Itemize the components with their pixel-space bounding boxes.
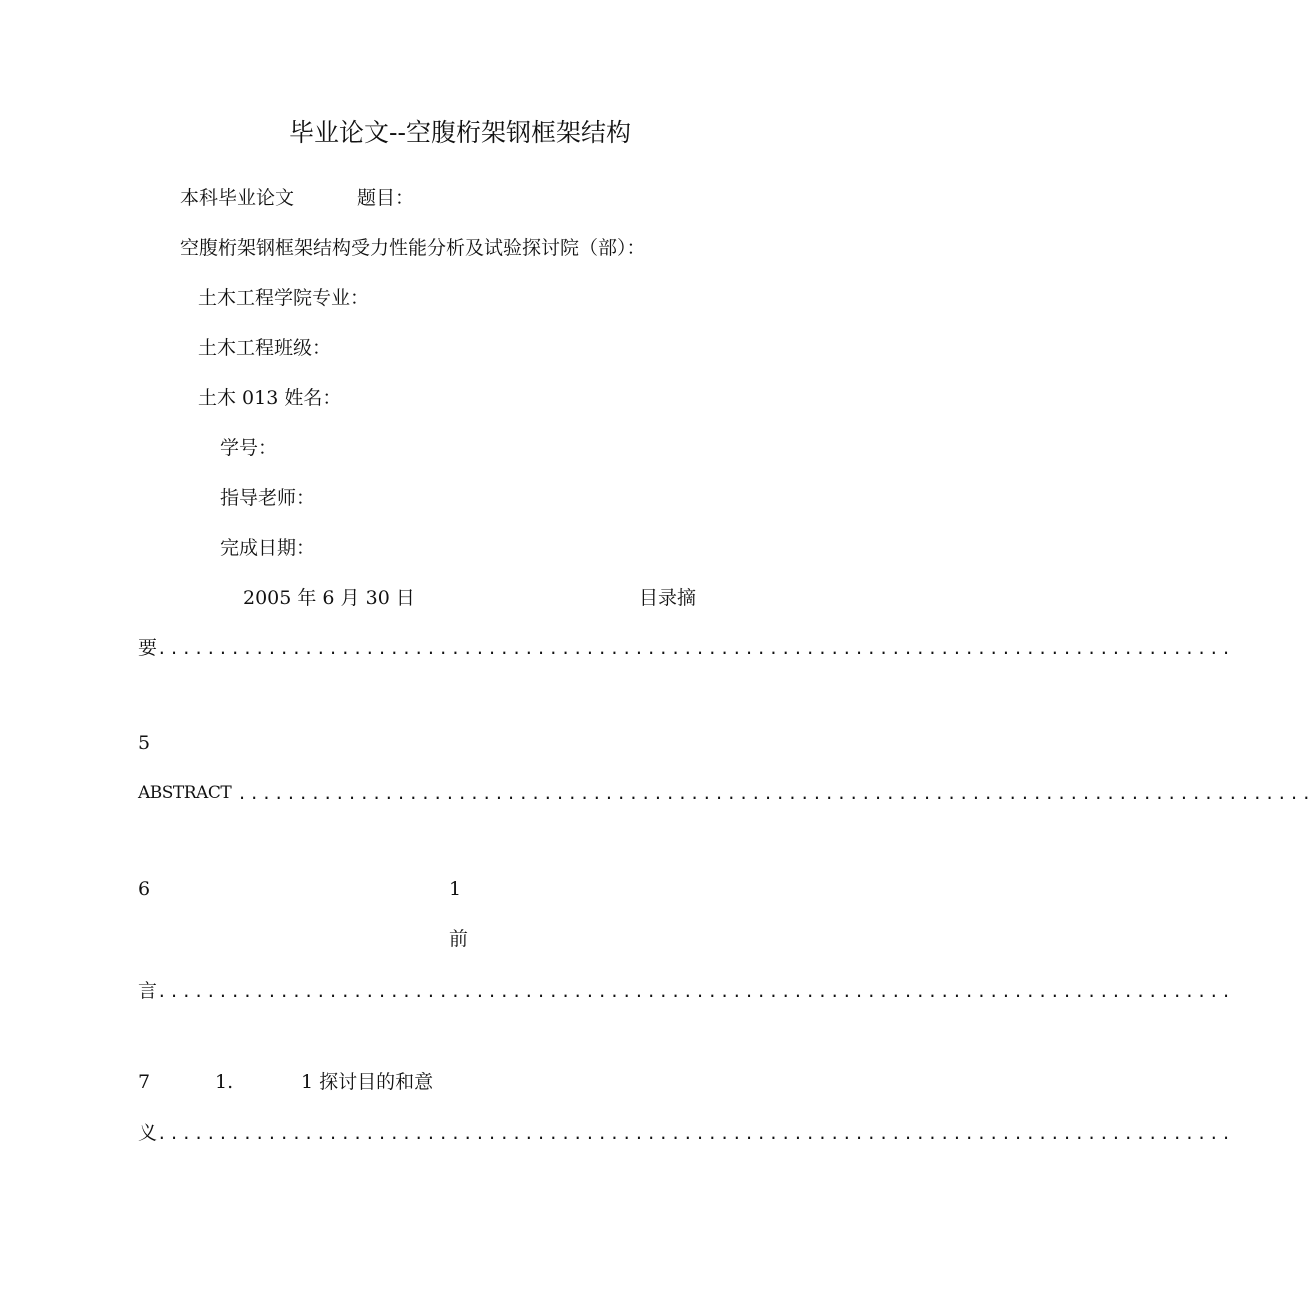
toc-page-abstract-en: 6: [138, 878, 151, 900]
toc-entry-abstract-cn-lead: 要: [138, 637, 158, 659]
toc-leader-dots: ........................................................................................: [157, 1124, 1234, 1143]
toc-section-1-1-num-b: 1 探讨目的和意: [301, 1071, 434, 1093]
toc-entry-abstract-cn: [138, 636, 1234, 660]
toc-entry-chapter1-lead: 言: [138, 980, 158, 1002]
toc-page-abstract-cn: 5: [138, 732, 151, 754]
topic-line: 空腹桁架钢框架结构受力性能分析及试验探讨院（部）：: [180, 237, 646, 259]
completion-date: 2005 年 6 月 30 日: [243, 587, 415, 609]
toc-leader-dots: ........................................................................................: [157, 639, 1234, 658]
document-title: 毕业论文--空腹桁架钢框架结构: [289, 118, 631, 147]
toc-entry-section-1-1-lead: 义: [138, 1122, 158, 1144]
toc-leader-dots: ........................................................................................: [157, 982, 1234, 1001]
advisor-label: 指导老师：: [220, 487, 316, 509]
class-line: 土木 013 姓名：: [198, 387, 342, 409]
topic-label: 题目：: [357, 187, 415, 209]
thesis-type-label: 本科毕业论文: [180, 187, 295, 209]
toc-entry-abstract-en-lead: ABSTRACT: [138, 783, 232, 803]
toc-leader-dots: ........................................................................................: [237, 784, 1314, 803]
toc-page-chapter1: 7: [138, 1071, 151, 1093]
toc-entry-section-1-1: [138, 1121, 1234, 1145]
college-line: 土木工程学院专业：: [198, 287, 370, 309]
toc-entry-chapter1: [138, 979, 1234, 1003]
toc-chapter1-number: 1: [449, 878, 462, 900]
toc-section-1-1-num-a: 1.: [215, 1071, 234, 1093]
date-label: 完成日期：: [220, 537, 316, 559]
toc-chapter1-title-part1: 前: [449, 928, 469, 950]
student-id-label: 学号：: [220, 437, 278, 459]
major-line: 土木工程班级：: [198, 337, 332, 359]
toc-heading-start: 目录摘: [639, 587, 697, 609]
toc-entry-abstract-en: [138, 781, 1314, 805]
